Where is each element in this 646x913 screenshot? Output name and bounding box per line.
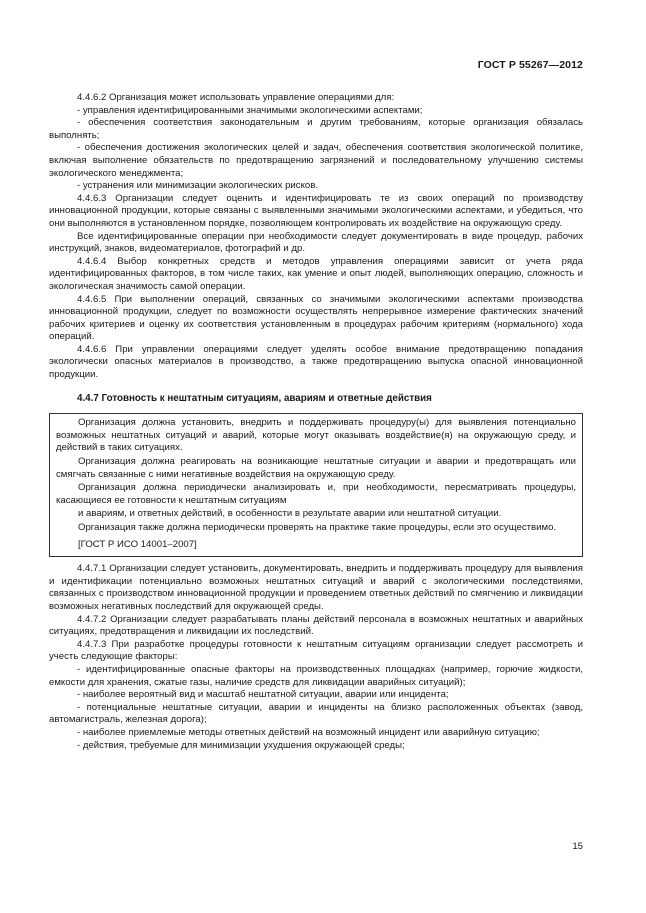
paragraph: 4.4.6.6 При управлении операциями следует уделять особое внимание предотвращению попадания экологически опасных материалов в производство, а также предотвращению выпуска опасной инновационной продукции.	[49, 343, 583, 381]
list-item: - обеспечения соответствия законодательным и другим требованиям, которые организация обязалась выполнять;	[49, 117, 583, 141]
box-paragraph: Организация должна реагировать на возникающие нештатные ситуации и аварии и предотвращать или смягчать связанные с ними негативные воздействия на окружающую среду.	[56, 456, 576, 480]
quoted-standard-box	[49, 413, 583, 557]
document-code-header: ГОСТ Р 55267—2012	[477, 59, 583, 71]
list-item: - устранения или минимизации экологических рисков.	[77, 180, 318, 192]
section-heading: 4.4.7 Готовность к нештатным ситуациям, авариям и ответные действия	[77, 392, 432, 404]
list-item: - управления идентифицированными значимыми экологическими аспектами;	[77, 104, 423, 116]
paragraph: 4.4.7.1 Организации следует установить, документировать, внедрить и поддерживать процедуру для выявления и идентификации потенциально возможных нештатных ситуаций и аварий с экологическими последствиями, связанных с производством инновационной продукции и проведением ответных действий по смягчению и ликвидации возможных негативных последствий для окружающей среды.	[49, 563, 583, 612]
paragraph: 4.4.6.5 При выполнении операций, связанных со значимыми экологическими аспектами производства инновационной продукции, следует по возможности осуществлять непрерывное измерение фактических значений рабочих критериев и оценку их соответствия установленным в процедурах рабочим критериям (нормального) хода операций.	[49, 293, 583, 343]
standard-reference: [ГОСТ Р ИСО 14001–2007]	[78, 538, 197, 550]
list-item: - действия, требуемые для минимизации ухудшения окружающей среды;	[77, 739, 405, 751]
list-item: - наиболее вероятный вид и масштаб нештатной ситуации, аварии или инцидента;	[77, 689, 449, 701]
paragraph: 4.4.6.2 Организация может использовать управление операциями для:	[77, 92, 395, 103]
document-body	[49, 92, 583, 752]
box-paragraph: Организация должна периодически анализировать и, при необходимости, пересматривать процедуры, касающиеся ее готовности к нештатным ситуациям	[56, 482, 576, 506]
box-paragraph: Организация также должна периодически проверять на практике такие процедуры, если это осуществимо.	[78, 522, 557, 533]
list-item: - потенциальные нештатные ситуации, аварии и инциденты на близко расположенных объектах (завод, автомагистраль, железная дорога);	[49, 701, 583, 726]
page-number: 15	[572, 841, 583, 852]
paragraph: 4.4.6.4 Выбор конкретных средств и методов управления операциями зависит от учета ряда идентифицированных факторов, в том числе таких, как умение и опыт людей, выполняющих операцию, сложность и экологическая значимость самой операции.	[49, 255, 583, 292]
list-item: - наиболее приемлемые методы ответных действий на возможный инцидент или аварийную ситуацию;	[77, 726, 540, 738]
paragraph: 4.4.7.2 Организации следует разрабатывать планы действий персонала в возможных нештатных и аварийных ситуациях, предотвращения и ликвидации их последствий.	[49, 613, 583, 638]
paragraph: Все идентифицированные операции при необходимости следует документировать в виде процедур, рабочих инструкций, знаков, видеоматериалов, фотографий и др.	[49, 230, 583, 255]
paragraph: 4.4.7.3 При разработке процедуры готовности к нештатным ситуациям организации следует рассмотреть и учесть следующие факторы:	[49, 638, 583, 663]
box-paragraph: Организация должна установить, внедрить и поддерживать процедуру(ы) для выявления потенциально возможных нештатных ситуаций и аварий, которые могут оказывать воздействие(я) на окружающую среду, и действий в таких ситуациях.	[56, 417, 576, 454]
list-item: - обеспечения достижения экологических целей и задач, обеспечения соответствия экологической политике, включая выполнение обязательств по предотвращению загрязнений и последовательному улучшению системы экологического менеджмента;	[49, 142, 583, 179]
list-item: - идентифицированные опасные факторы на производственных площадках (например, горючие жидкости, емкости для хранения, сжатые газы, наличие средств для ликвидации аварийных ситуаций);	[49, 663, 583, 688]
paragraph: 4.4.6.3 Организации следует оценить и идентифицировать те из своих операций по производству инновационной продукции, которые связаны с выявленными значимыми экологическими аспектами, и убедиться, что они выполняются в установленном порядке, позволяющем контролировать их воздействие на окружающую среду.	[49, 192, 583, 229]
box-paragraph: и авариям, и ответных действий, в особенности в результате аварии или нештатной ситуации.	[78, 508, 502, 520]
